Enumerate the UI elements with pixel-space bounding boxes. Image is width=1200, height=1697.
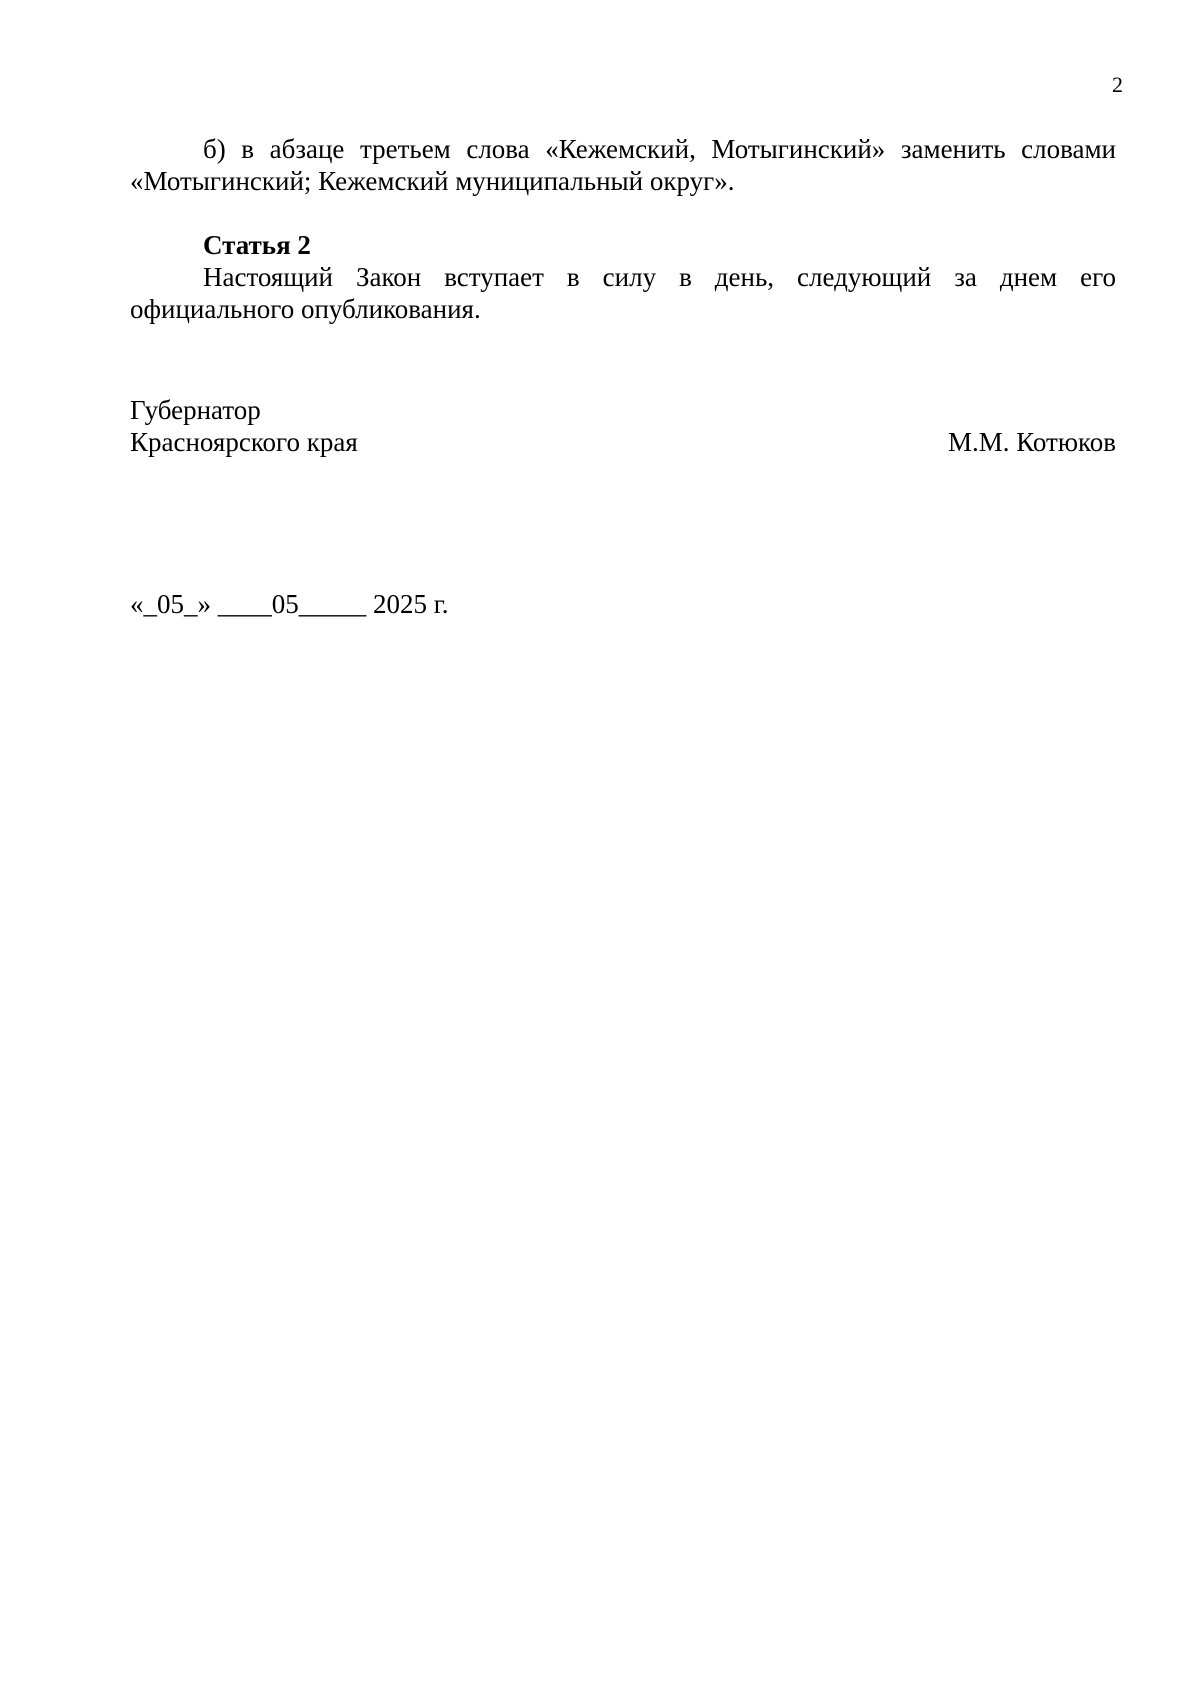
paragraph-b: б) в абзаце третьем слова «Кежемский, Мотыгинский» заменить словами «Мотыгинский; Кежемский муниципальный округ». [130,134,1116,196]
paragraph-b-container [130,133,1116,197]
signature-title-row-1 [130,394,1116,426]
signing-date: «_05_» ____05_____ 2025 г. [130,589,449,619]
signatory-title-line-2: Красноярского края [130,427,358,457]
article-heading: Статья 2 [203,230,311,260]
article-2 [130,229,1116,325]
signatory-name: М.М. Котюков [947,427,1116,457]
signature-title-row-2 [130,426,1116,458]
signatory-title-line-1: Губернатор [130,395,261,425]
page-number: 2 [1112,72,1123,97]
article-text: Настоящий Закон вступает в силу в день, следующий за днем его официального опубликования. [130,262,1116,324]
signature-block [130,394,1116,458]
